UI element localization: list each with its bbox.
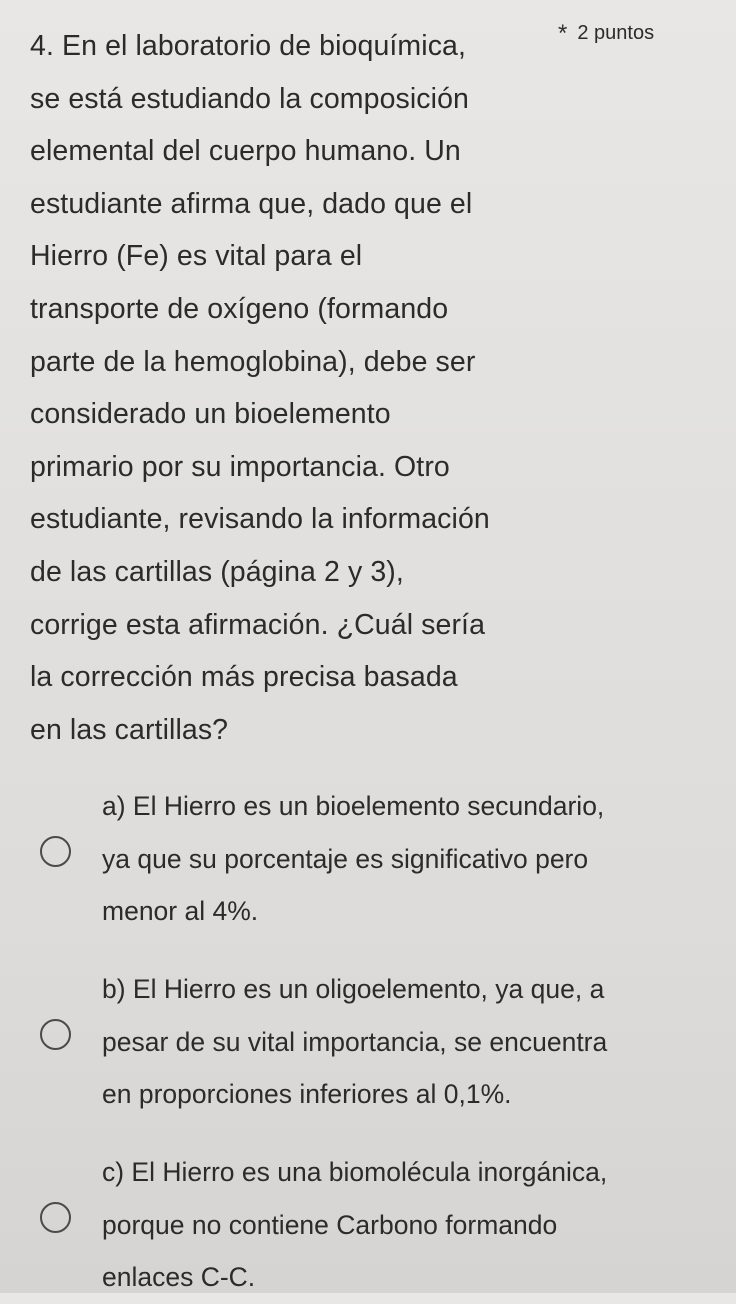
required-asterisk: * [558,20,568,47]
radio-button-b[interactable] [40,1019,71,1050]
option-label-a: a) El Hierro es un bioelemento secundario, ya que su porcentaje es significativo pero menor al 4%. [102,791,605,926]
points-label: 2 puntos [577,22,655,44]
question-text: 4. En el laboratorio de bioquímica, se está estudiando la composición elemental del cuerpo humano. Un estudiante afirma que, dado que el Hierro (Fe) es vital para el transporte de oxígeno (formando parte de la hemoglobina), debe ser considerado un bioelemento primario por su importancia. Otro estudiante, revisando la información de las cartillas (página 2 y 3), corrige esta afirmación. ¿Cuál sería la corrección más precisa basada en las cartillas? [30,30,490,746]
radio-button-a[interactable] [40,836,71,867]
option-label-c: c) El Hierro es una biomolécula inorgánica, porque no contiene Carbono formando enlaces C-C. [102,1157,608,1292]
option-label-b: b) El Hierro es un oligoelemento, ya que, a pesar de su vital importancia, se encuentra en proporciones inferiores al 0,1%. [102,974,608,1109]
points-indicator [558,18,654,49]
radio-button-c[interactable] [40,1202,71,1233]
